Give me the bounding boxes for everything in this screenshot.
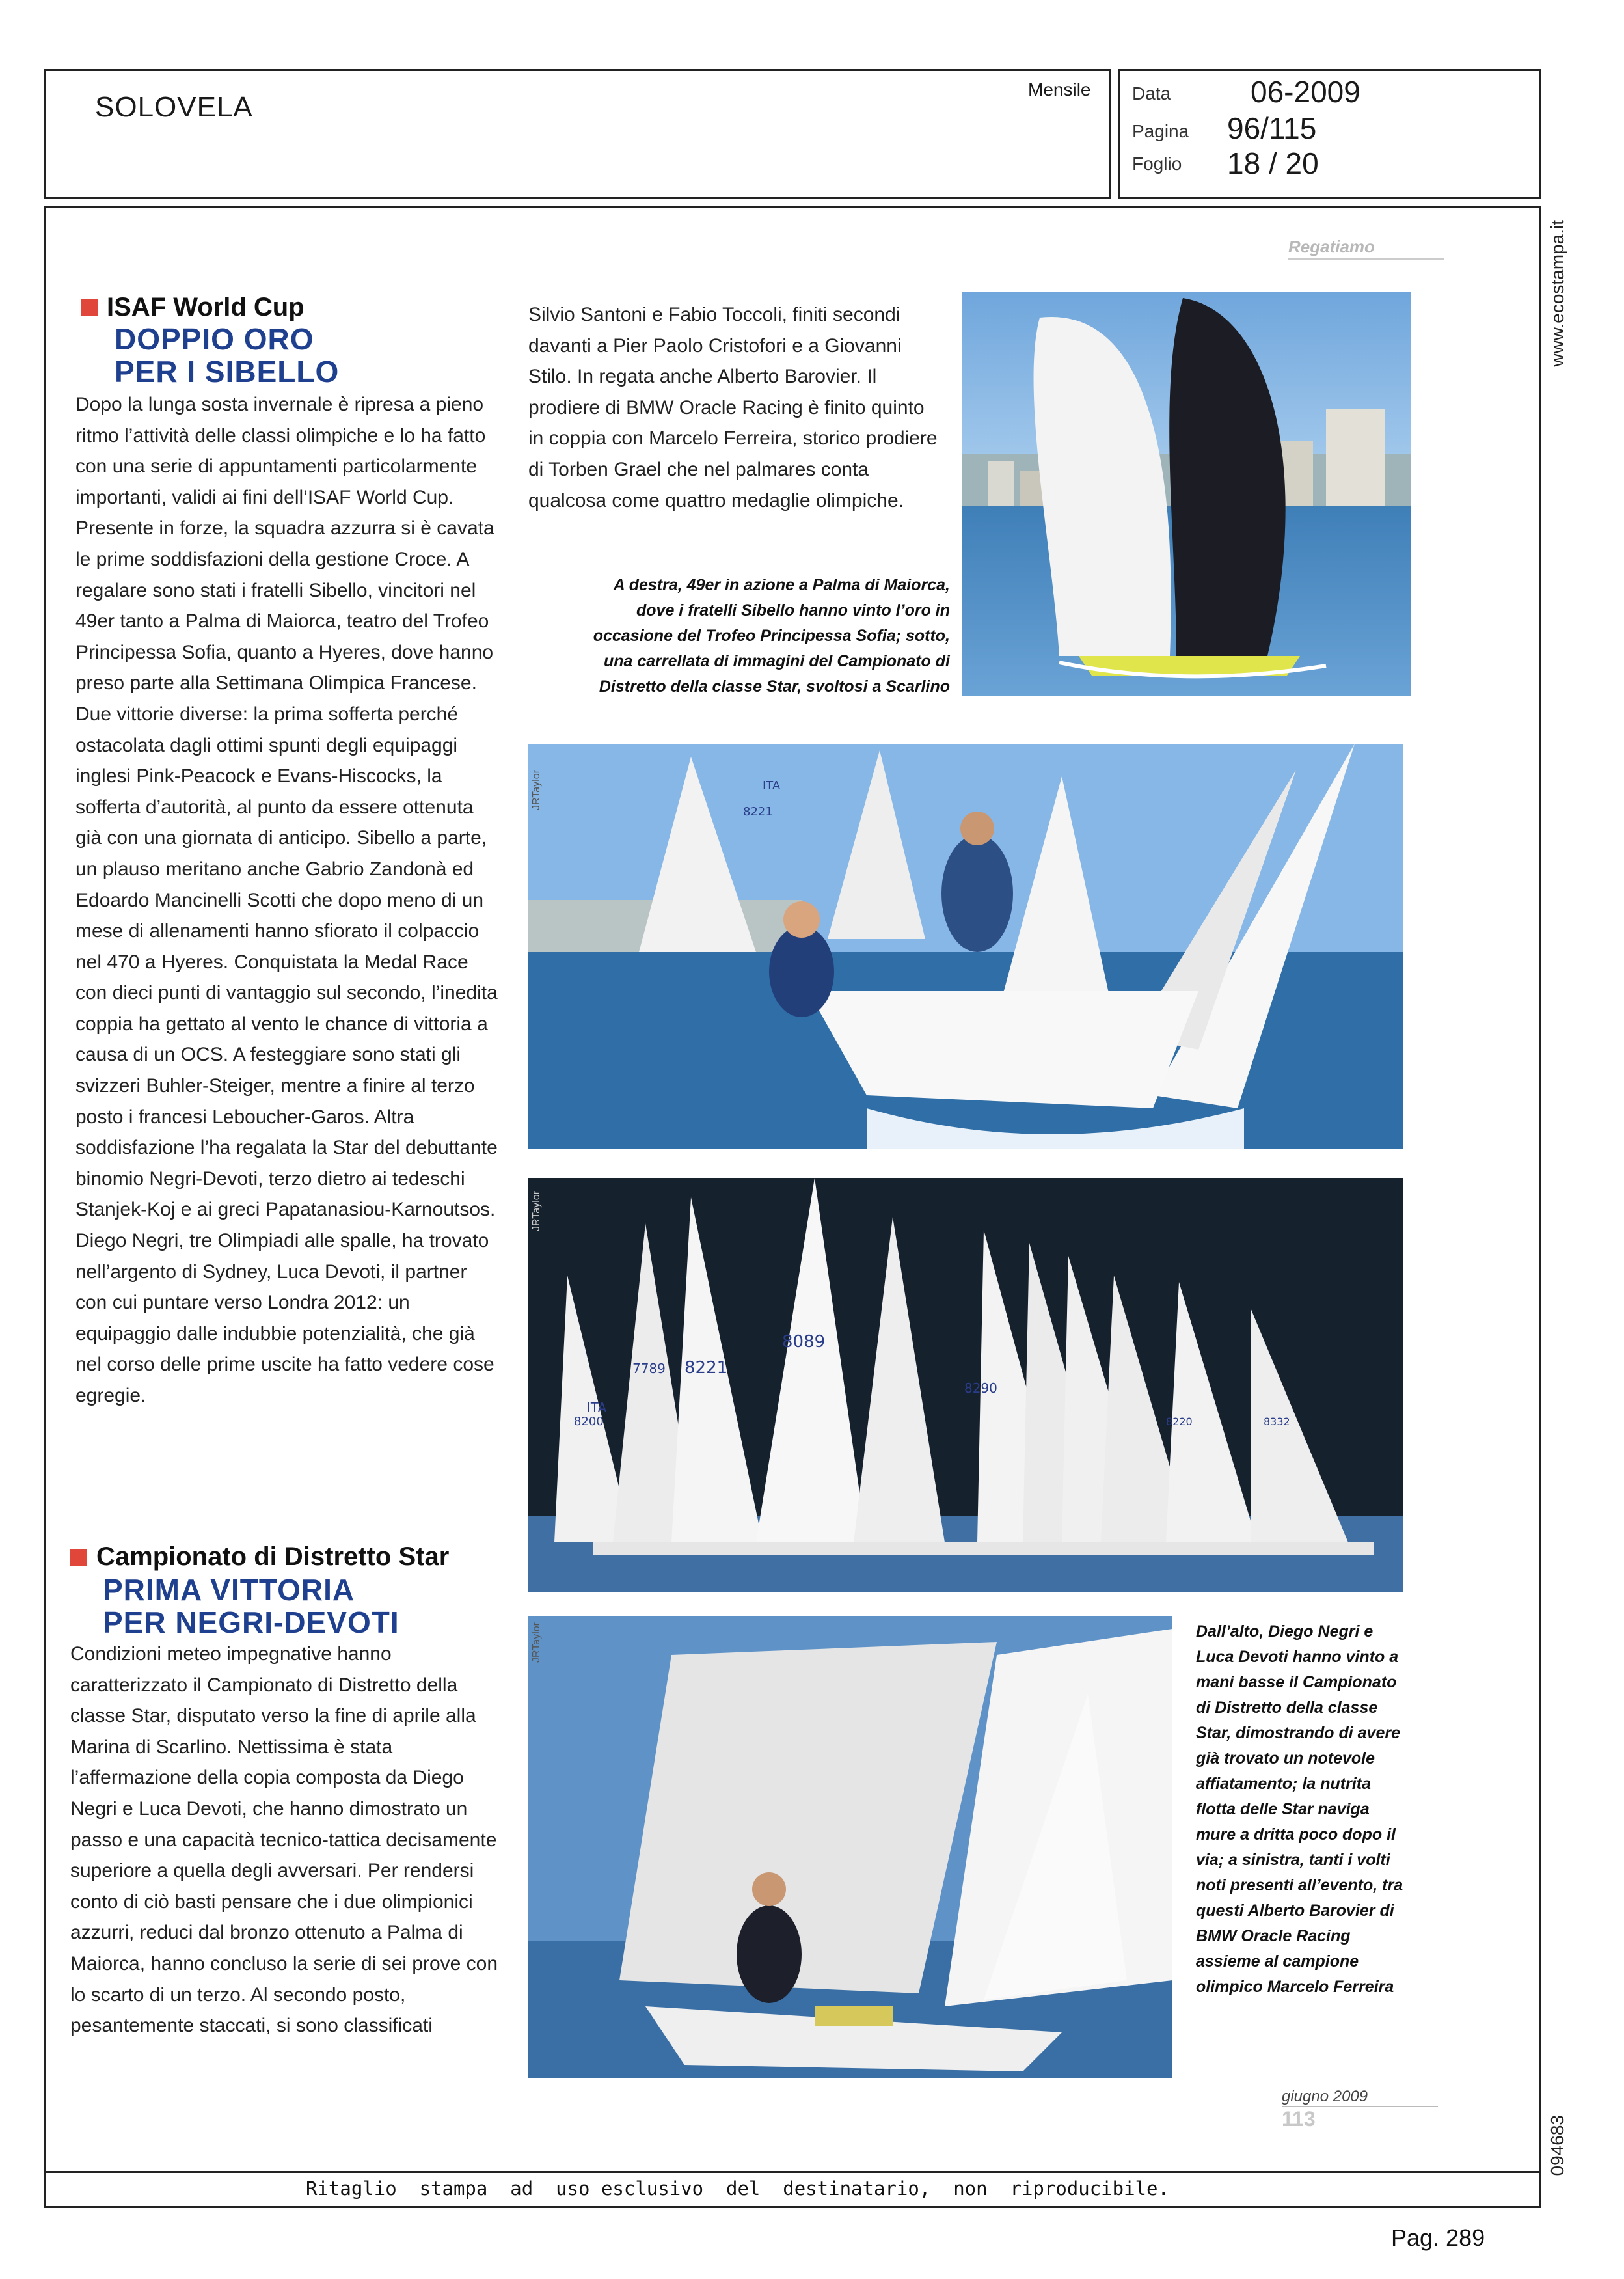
reproduction-notice: Ritaglio stampa ad uso esclusivo del destinatario, non riproducibile. (306, 2177, 1169, 2200)
publication-name: SOLOVELA (95, 91, 253, 123)
article1-kicker (81, 293, 304, 322)
photo-star-fleet (528, 1178, 1403, 1592)
kicker-square-icon (70, 1549, 87, 1566)
article2-headline (103, 1574, 399, 1639)
foglio-value: 18 / 20 (1227, 146, 1319, 180)
data-label: Data (1132, 83, 1171, 103)
article1-continued: Silvio Santoni e Fabio Toccoli, finiti secondi davanti a Pier Paolo Cristofori e a Giovanni Stilo. In regata anche Alberto Barovier. Il prodiere di BMW Oracle Racing è finito quinto in coppia con Marcelo Ferreira, storico prodiere di Torben Grael che nel palmares conta qualcosa come quattro medaglie olimpiche. (528, 304, 938, 512)
article1-kicker-text: ISAF World Cup (107, 293, 304, 321)
kicker-square-icon (81, 299, 98, 316)
article1-body: Dopo la lunga sosta invernale è ripresa a pieno ritmo l’attività delle classi olimpiche e lo ha fatto con una serie di appuntamenti particolarmente importanti, validi ai fini dell’ISAF World Cup. Presente in forze, la squadra azzurra si è cavata le prime soddisfazioni della gestione Croce. A regalare sono stati i fratelli Sibello, vincitori nel 49er tanto a Palma di Maiorca, teatro del Trofeo Principessa Sofia, quanto a Hyeres, dove hanno preso parte alla Settimana Olimpica Francese. Due vittorie diverse: la prima sofferta perché ostacolata dagli ottimi spunti degli equipaggi inglesi Pink-Peacock e Evans-Hiscocks, la sofferta d’autorità, al punto da essere ottenuta già con una giornata di anticipo. Sibello a parte, un plauso meritano anche Gabrio Zandonà ed Edoardo Mancinelli Scotti che dopo meno di un mese di allenamenti hanno sfiorato il colpaccio nel 470 a Hyeres. Conquistata la Medal Race con dieci punti di vantaggio sul secondo, l’inedita coppia ha gettato al vento le chance di vittoria a causa di un OCS. A festeggiare sono stati gli svizzeri Buhler-Steiger, mentre a finire al terzo posto i francesi Leboucher-Garos. Altra soddisfazione l’ha regalata la Star del debuttante binomio Negri-Devoti, terzo dietro ai tedeschi Stanjek-Koj e ai greci Papatanasiou-Karnoutsos. Diego Negri, tre Olimpiadi alle spalle, ha trovato nell’argento di Sydney, Luca Devoti, il partner con cui puntare verso Londra 2012: un equipaggio dalle indubbie potenzialità, che già nel corso delle prime uscite ha fatto vedere cose egregie. (75, 394, 498, 1406)
sail-number-8200: 8200 (574, 1415, 604, 1428)
photo-49er-palma (962, 292, 1411, 696)
photo-star-barovier (528, 1616, 1172, 2078)
archive-code: 094683 (1547, 2115, 1567, 2176)
sail-ita-label: ITA (587, 1400, 607, 1415)
photo-credit: JRTaylor (531, 1622, 542, 1663)
frequency-label: Mensile (1028, 79, 1091, 100)
sail-number-7789: 7789 (632, 1361, 666, 1376)
pagina-label: Pagina (1132, 121, 1189, 141)
sail-number-8290: 8290 (964, 1380, 997, 1396)
sail-number-8089: 8089 (782, 1332, 826, 1352)
photo-star-fleet-drawing (528, 1178, 1403, 1592)
photo-star-crew-drawing (528, 744, 1403, 1149)
article2-kicker-text: Campionato di Distretto Star (96, 1542, 450, 1571)
article2-headline-line1: PRIMA VITTORIA (103, 1573, 355, 1607)
footer-page-number: 113 (1282, 2107, 1316, 2131)
header-publication-box (44, 69, 1111, 199)
photo-49er-drawing (962, 292, 1411, 696)
caption-top: A destra, 49er in azione a Palma di Maiorca, dove i fratelli Sibello hanno vinto l’oro in occasione del Trofeo Principessa Sofia; sotto, una carrellata di immagini del Campionato di Distretto della classe Star, svoltosi a Scarlino (593, 576, 950, 696)
article2-body: Condizioni meteo impegnative hanno caratterizzato il Campionato di Distretto della classe Star, disputato verso la fine di aprile alla Marina di Scarlino. Nettissima è stata l’affermazione della copia composta da Diego Negri e Luca Devoti, che hanno dimostrato un passo e una capacità tecnico-tattica decisamente superiore a quella degli avversari. Per rendersi conto di ciò basti pensare che i due olimpionici azzurri, reduci dal bronzo ottenuto a Palma di Maiorca, hanno concluso la serie di sei prove con lo scarto di un terzo. Al secondo posto, pesantemente staccati, si sono classificati (70, 1643, 498, 2037)
article1-headline-line2: PER I SIBELLO (115, 355, 340, 389)
sail-number-8332: 8332 (1264, 1415, 1290, 1428)
photo-credit: JRTaylor (531, 770, 542, 810)
pagina-value: 96/115 (1227, 111, 1317, 145)
sail-number-8220: 8220 (1166, 1415, 1193, 1428)
data-value: 06-2009 (1251, 75, 1360, 109)
page-reference: Pag. 289 (1391, 2224, 1485, 2251)
photo-star-barovier-drawing (528, 1616, 1172, 2078)
photo-star-crew (528, 744, 1403, 1149)
notice-divider (44, 2171, 1541, 2173)
article2-headline-line2: PER NEGRI-DEVOTI (103, 1605, 399, 1639)
foglio-label: Foglio (1132, 154, 1182, 174)
sail-number-label: 8221 (743, 805, 773, 819)
article1-headline-line1: DOPPIO ORO (115, 322, 314, 356)
article2-kicker (70, 1542, 449, 1572)
sail-ita-label: ITA (763, 779, 781, 793)
caption-right: Dall’alto, Diego Negri e Luca Devoti hanno vinto a mani basse il Campionato di Distretto della classe Star, dimostrando di avere già trovato un notevole affiatamento; la nutrita flotta delle Star naviga mure a dritta poco dopo il via; a sinistra, tanti i volti noti presenti all’evento, tra questi Alberto Barovier di BMW Oracle Racing assieme al campione olimpico Marcelo Ferreira (1196, 1622, 1403, 1996)
footer-issue: giugno 2009 (1282, 2088, 1438, 2107)
sail-number-8221: 8221 (684, 1358, 728, 1378)
photo-credit: JRTaylor (531, 1191, 542, 1231)
section-label: Regatiamo (1288, 237, 1444, 260)
ecostampa-url: www.ecostampa.it (1547, 220, 1567, 367)
article1-headline (115, 323, 339, 388)
